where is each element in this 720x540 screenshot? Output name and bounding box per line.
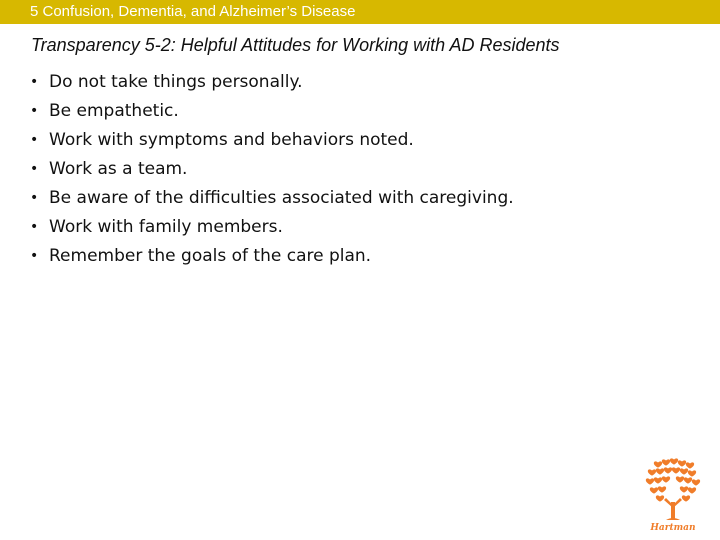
heart-tree-logo-icon xyxy=(646,458,700,520)
heart-icon xyxy=(670,458,678,464)
heart-icon xyxy=(656,495,664,501)
heart-icon xyxy=(676,476,684,482)
heart-icon xyxy=(658,486,666,492)
heart-icon xyxy=(648,469,656,475)
heart-icon xyxy=(656,468,664,474)
bullet-text: Be aware of the difficulties associated with caregiving. xyxy=(49,188,514,208)
slide-subtitle: Transparency 5-2: Helpful Attitudes for Working with AD Residents xyxy=(31,35,560,55)
heart-icon xyxy=(688,487,696,493)
heart-icon xyxy=(686,462,694,468)
heart-icon xyxy=(692,479,700,485)
bullet-text: Be empathetic. xyxy=(49,101,179,121)
bullet-list xyxy=(30,68,514,271)
bullet-item: • Be aware of the difficulties associated with caregiving. xyxy=(30,188,514,208)
hartman-logo xyxy=(638,456,708,534)
heart-icon xyxy=(678,460,686,466)
heart-icon xyxy=(682,495,690,501)
bullet-text: Work with family members. xyxy=(49,217,283,237)
heart-icon xyxy=(680,468,688,474)
heart-icon xyxy=(654,461,662,467)
heart-icon xyxy=(688,470,696,476)
heart-icon xyxy=(662,459,670,465)
heart-icon xyxy=(664,467,672,473)
logo-text: Hartman xyxy=(650,523,696,533)
heart-icon xyxy=(650,487,658,493)
bullet-item: • Work with symptoms and behaviors noted. xyxy=(30,130,414,150)
bullet-item: • Work as a team. xyxy=(30,159,188,179)
heart-icon xyxy=(672,467,680,473)
bullet-text: Do not take things personally. xyxy=(49,72,303,92)
heart-icon xyxy=(662,476,670,482)
heart-icon xyxy=(680,486,688,492)
heart-icon xyxy=(646,478,654,484)
heart-icon xyxy=(654,477,662,483)
bullet-item: • Remember the goals of the care plan. xyxy=(30,246,372,266)
bullet-item: • Do not take things personally. xyxy=(30,72,303,92)
heart-icon xyxy=(684,477,692,483)
bullet-text: Work with symptoms and behaviors noted. xyxy=(49,130,414,150)
bullet-item: • Be empathetic. xyxy=(30,101,179,121)
header-title: 5 Confusion, Dementia, and Alzheimer’s Disease xyxy=(30,3,356,20)
bullet-text: Remember the goals of the care plan. xyxy=(49,246,372,266)
bullet-item: • Work with family members. xyxy=(30,217,283,237)
bullet-text: Work as a team. xyxy=(49,159,188,179)
